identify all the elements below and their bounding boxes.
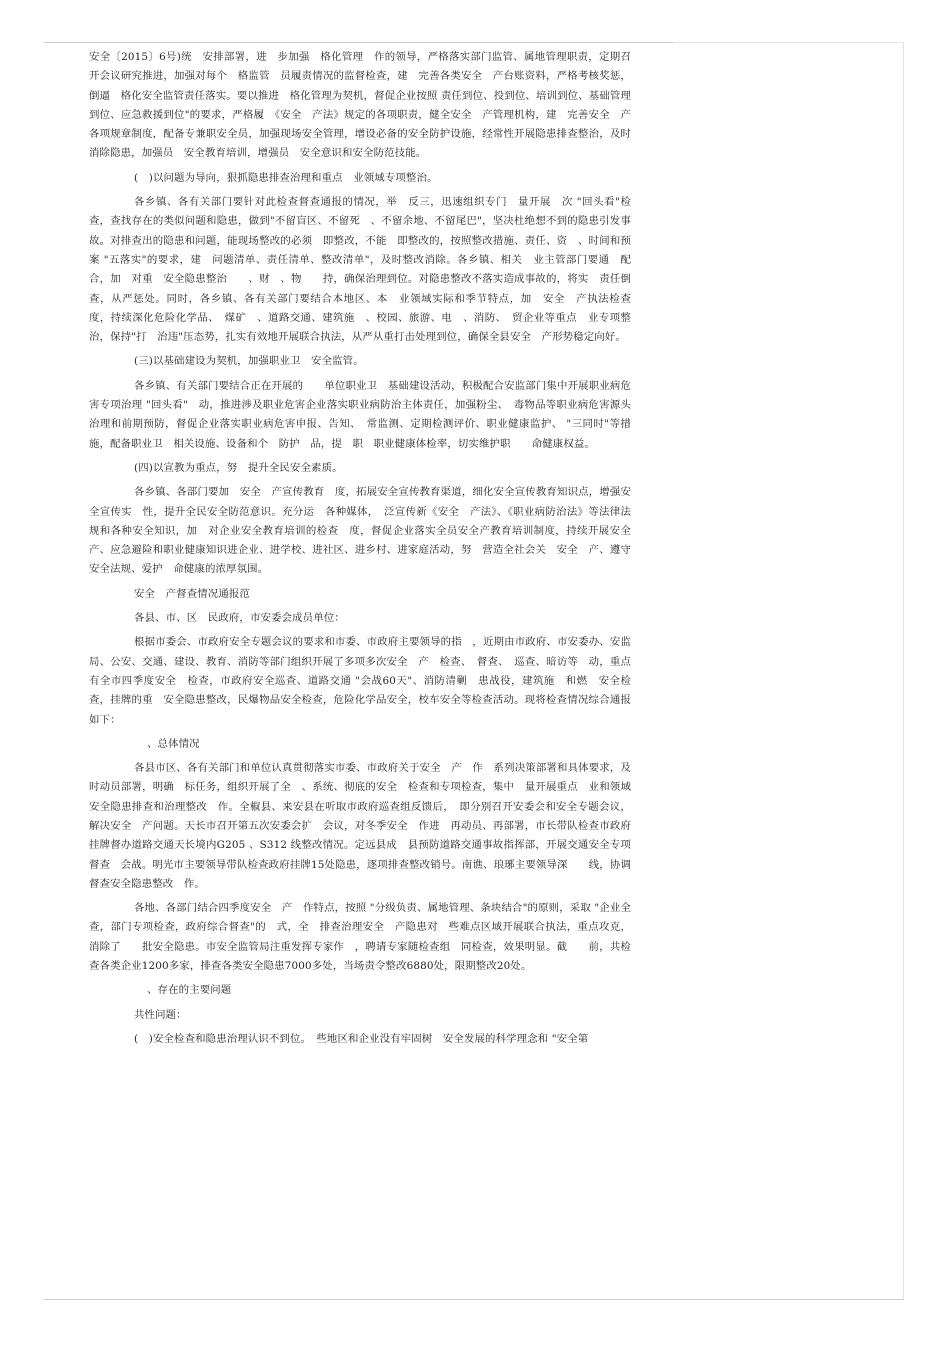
paragraph-safety-education: 各乡镇、各部门要加 安全 产宣传教育 度，拓展安全宣传教育渠道，细化安全宣传教育知识点，增强安全宣传实 性，提升全民安全防范意识。充分运 各种媒体， 泛宣传新《安全 产法》、《职业病防治法》等法律法规和各种安全知识，加 对企业安全教育培训的检查 度，督促企业落实全员安全产教育培训制度，持续开展安全 产、应急避险和职业健康知识进企业、进学校、进社区、进乡村、进家庭活动，努 营造全社会关 安全 产、遵守安全法规、爱护 命健康的浓厚氛围。 bbox=[89, 486, 642, 576]
heading-main-problems: 、存在的主要问题 bbox=[147, 984, 232, 997]
report-recipients: 各县、市、区 民政府，市安委会成员单位： bbox=[134, 612, 345, 625]
paragraph-inspection-results: 各地、各部门结合四季度安全 产 作特点，按照 "分级负责、属地管理、条块结合"的原则，采取 "企业全 查，部门专项检查，政府综合督查"的 式，全 排查治理安全 产隐患对 些难点区域开展联合执法，重点攻克，消除了 批安全隐患。市安全监管局注重发挥专家作 ，聘请专家随检查组 同检查，效果明显。截 前，共检查各类企业1200多家，排查各类安全隐患7000多处，当场责令整改6880处，限期整改20处。 bbox=[89, 902, 653, 973]
heading-overall-situation: 、总体情况 bbox=[147, 737, 200, 750]
document-body bbox=[89, 48, 653, 1049]
page-top-rule bbox=[44, 42, 674, 43]
paragraph-report-intro: 根据市委会、市政府安全专题会议的要求和市委、市政府主要领导的指 ，近期由市政府、市安委办、安监局、公安、交通、建设、教育、消防等部门组织开展了多项多次安全 产 检查、 督查、 巡查、暗访等 动，重点有全市四季度安全 检查，市政府安全巡查、道路交通 "会战60天"、消防清剿 患战役，建筑施 和燃 安全检查，挂牌的重 安全隐患整改，民爆物品安全检查，危险化学品安全，校车安全等检查活动。现将检查情况综合通报如下： bbox=[89, 636, 631, 726]
heading-problem-oriented: ( )以问题为导向，狠抓隐患排查治理和重点 业领域专项整治。 bbox=[134, 171, 438, 184]
paragraph-occupational-health: 各乡镇、有关部门要结合正在开展的 单位职业卫 基础建设活动，积极配合安监部门集中开展职业病危害专项治理 "回头看" 动，推进涉及职业危害企业落实职业病防治主体责任，加强粉尘、 毒物品等职业病危害源头治理和前期预防，督促企业落实职业病危害申报、告知、 常监测、定期检测评价、职业健康监护、 "三同时"等措施，配备职业卫 相关设施、设备和个 防护 品，提 职 职业健康体检率，切实维护职 命健康权益。 bbox=[89, 379, 631, 450]
paragraph-hazard-inspection: 各乡镇、各有关部门要针对此检查督查通报的情况，举 反三，迅速组织专门 量开展 次 "回头看"检查，查找存在的类似问题和隐患，做到"不留盲区、不留死 、不留余地、不留尾巴"，坚决杜绝想不到的隐患引发事故。对排查出的隐患和问题，能现场整改的必须 即整改，不能 即整改的，按照整改措施、责任、资 、时间和预案 "五落实"的要求，建 问题清单、责任清单、整改清单"，及时整改消除。各乡镇、相关 业主管部门要通 配合，加 对重 安全隐患整治 、财 、物 持，确保治理到位。对隐患整改不落实造成事故的，将实 责任倒查，从严惩处。同时，各乡镇、各有关部门要结合本地区、本 业领域实际和季节特点，加 安全 产执法检查 度，持续深化危险化学品、 煤矿 、道路交通、建筑施 、校园、旅游、电 、消防、 贸企业等重点 业专项整治，保持"打 治违"压态势，扎实有效地开展联合执法，从严从重打击处理到位，确保全县安全 产形势稳定向好。 bbox=[89, 196, 642, 344]
page-right-border bbox=[903, 42, 904, 1299]
paragraph-grid-management: 安全〔2015〕6号)统 安排部署，进 步加强 格化管理 作的领导，严格落实部门监管、属地管理职责，定期召开会议研究推进，加强对每个 格监管 员履责情况的监督检查，建 完善各类安全 产台账资料，严格考核奖惩，倒逼 格化安全监管责任落实。要以推进 格化管理为契机，督促企业按照 责任到位、投到位、培训到位、基础管理到位、应急救援到位"的要求，严格履 《安全 产法》规定的各项职责，健全安全 产管理机构，建 完善安全 产各项规章制度，配备专兼职安全员，加强现场安全管理，增设必备的安全防护设施，经常性开展隐患排查整治，及时消除隐患，加强员 安全教育培训，增强员 安全意识和安全防范技能。 bbox=[89, 51, 631, 160]
page-top-rule-right bbox=[674, 42, 904, 43]
page-bottom-rule bbox=[44, 1299, 904, 1300]
report-title: 安全 产督查情况通报范 bbox=[134, 587, 250, 600]
heading-occupational-health: (三)以基础建设为契机，加强职业卫 安全监管。 bbox=[134, 355, 364, 368]
paragraph-overall-situation: 各县市区、各有关部门和单位认真贯彻落实市委、市政府关于安全 产 作 系列决策部署和具体要求，及时动员部署，明确 标任务，组织开展了全 、系统、彻底的安全 检查和专项检查，集中 量开展重点 业和领域安全隐患排查和治理整改 作。全椒县、来安县在听取市政府巡查组反馈后， 即分别召开安委会和安全专题会议，解决安全 产问题。天长市召开第五次安委会扩 会议，对冬季安全 作进 再动员、再部署，市长带队检查市政府挂牌督办道路交通天长境内G205 、S312 线整改情况。定远县成 县预防道路交通事故指挥部，开展交通安全专项督查 会战。明光市主要领导带队检查政府挂牌15处隐患，逐项排查整改销号。南谯、琅琊主要领导深 线，协调督查安全隐患整改 作。 bbox=[89, 762, 631, 890]
heading-safety-education: (四)以宣教为重点，努 提升全民安全素质。 bbox=[134, 461, 343, 474]
paragraph-first-problem: ( )安全检查和隐患治理认识不到位。 些地区和企业没有牢固树 安全发展的科学理念和 "安全第 bbox=[134, 1032, 589, 1045]
heading-common-problems: 共性问题： bbox=[134, 1008, 187, 1021]
